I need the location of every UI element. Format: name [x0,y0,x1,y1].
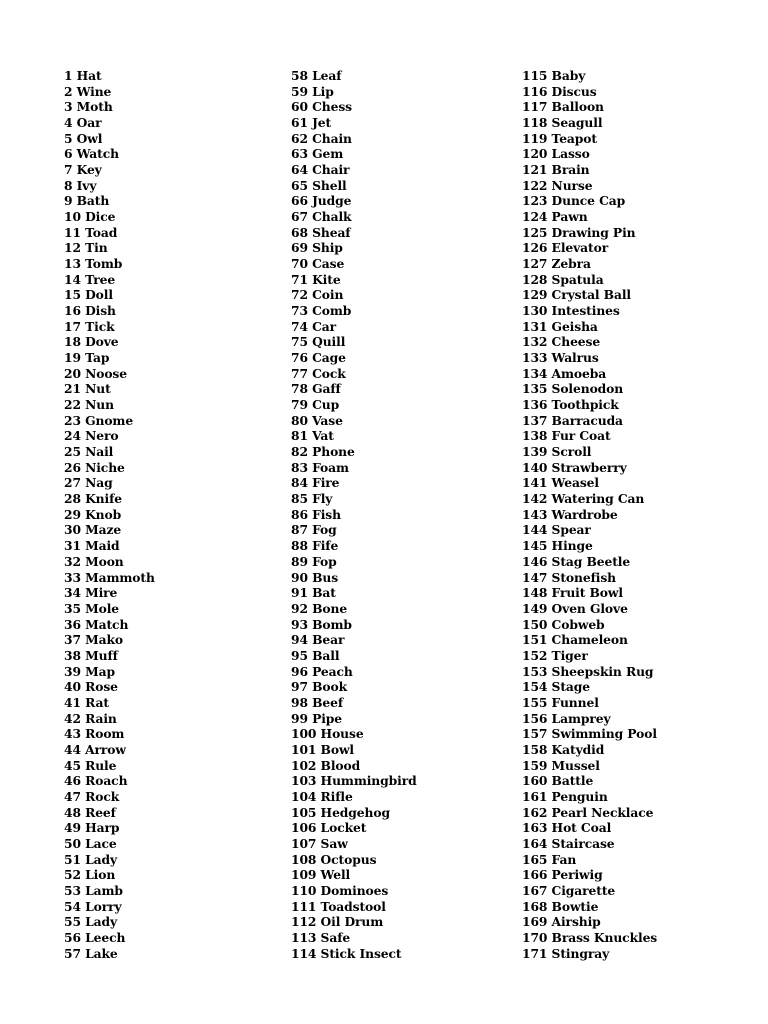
list-item: 131 Geisha [522,318,598,334]
list-item: 27 Nag [64,475,113,491]
list-item: 43 Room [64,726,125,742]
list-item: 24 Nero [64,428,119,444]
list-item: 107 Saw [291,835,348,851]
list-item: 8 Ivy [64,177,97,193]
list-item: 141 Weasel [522,475,599,491]
list-item: 130 Intestines [522,303,620,319]
list-item: 40 Rose [64,679,118,695]
list-item: 117 Balloon [522,99,604,115]
list-item: 152 Tiger [522,647,588,663]
list-item: 159 Mussel [522,757,600,773]
list-item: 122 Nurse [522,177,593,193]
list-item: 26 Niche [64,459,125,475]
list-item: 151 Chameleon [522,632,628,648]
list-item: 116 Discus [522,83,597,99]
list-item: 108 Octopus [291,851,377,867]
list-item: 38 Muff [64,647,118,663]
list-item: 85 Fly [291,491,333,507]
list-item: 35 Mole [64,600,120,616]
list-item: 62 Chain [291,130,352,146]
list-item: 135 Solenodon [522,381,624,397]
list-item: 167 Cigarette [522,882,616,898]
list-item: 28 Knife [64,491,123,507]
list-item: 5 Owl [64,130,103,146]
list-item: 15 Doll [64,287,113,303]
list-item: 139 Scroll [522,444,592,460]
list-item: 34 Mire [64,585,118,601]
list-item: 65 Shell [291,177,347,193]
list-item: 17 Tick [64,318,115,334]
list-item: 76 Cage [291,350,346,366]
list-item: 9 Bath [64,193,110,209]
list-item: 10 Dice [64,209,116,225]
list-item: 59 Lip [291,83,334,99]
list-item: 18 Dove [64,334,119,350]
list-item: 118 Seagull [522,115,603,131]
list-item: 94 Bear [291,632,345,648]
list-item: 150 Cobweb [522,616,605,632]
list-item: 29 Knob [64,506,122,522]
list-item: 140 Strawberry [522,459,627,475]
list-item: 88 Fife [291,538,339,554]
list-item: 124 Pawn [522,209,588,225]
list-item: 6 Watch [64,146,119,162]
list-item: 19 Tap [64,350,110,366]
list-item: 53 Lamb [64,882,123,898]
list-item: 83 Foam [291,459,349,475]
list-item: 7 Key [64,162,102,178]
list-item: 143 Wardrobe [522,506,618,522]
list-item: 21 Nut [64,381,111,397]
list-item: 41 Rat [64,694,109,710]
list-item: 56 Leech [64,929,126,945]
list-item: 98 Beef [291,694,344,710]
list-item: 109 Well [291,867,351,883]
list-item: 125 Drawing Pin [522,224,636,240]
list-item: 120 Lasso [522,146,590,162]
list-item: 61 Jet [291,115,332,131]
list-item: 164 Staircase [522,835,615,851]
list-item: 168 Bowtie [522,898,599,914]
list-item: 57 Lake [64,945,118,961]
list-item: 160 Battle [522,773,594,789]
list-item: 137 Barracuda [522,412,623,428]
list-item: 111 Toadstool [291,898,386,914]
list-item: 46 Roach [64,773,128,789]
list-item: 49 Harp [64,820,120,836]
list-item: 55 Lady [64,914,118,930]
list-item: 80 Vase [291,412,343,428]
list-item: 105 Hedgehog [291,804,390,820]
list-item: 72 Coin [291,287,344,303]
list-item: 11 Toad [64,224,118,240]
list-item: 123 Dunce Cap [522,193,626,209]
list-item: 163 Hot Coal [522,820,612,836]
list-item: 144 Spear [522,522,591,538]
list-item: 112 Oil Drum [291,914,384,930]
list-item: 92 Bone [291,600,348,616]
list-item: 121 Brain [522,162,590,178]
list-item: 114 Stick Insect [291,945,402,961]
list-item: 70 Case [291,256,345,272]
list-item: 90 Bus [291,569,339,585]
list-item: 31 Maid [64,538,120,554]
list-item: 48 Reef [64,804,116,820]
list-item: 45 Rule [64,757,117,773]
word-list-column-3 [522,68,657,961]
list-item: 33 Mammoth [64,569,155,585]
list-item: 3 Moth [64,99,113,115]
list-item: 68 Sheaf [291,224,351,240]
list-item: 78 Gaff [291,381,341,397]
list-item: 132 Cheese [522,334,601,350]
list-item: 171 Stingray [522,945,610,961]
list-item: 136 Toothpick [522,397,619,413]
list-item: 93 Bomb [291,616,352,632]
list-item: 95 Ball [291,647,340,663]
list-item: 154 Stage [522,679,590,695]
list-item: 42 Rain [64,710,117,726]
list-item: 148 Fruit Bowl [522,585,623,601]
list-item: 73 Comb [291,303,352,319]
list-item: 44 Arrow [64,741,126,757]
list-item: 147 Stonefish [522,569,617,585]
list-item: 86 Fish [291,506,341,522]
word-list-column-2 [291,68,417,961]
list-item: 155 Funnel [522,694,599,710]
list-item: 146 Stag Beetle [522,553,631,569]
list-item: 51 Lady [64,851,118,867]
list-item: 16 Dish [64,303,116,319]
list-item: 52 Lion [64,867,116,883]
list-item: 23 Gnome [64,412,134,428]
list-item: 47 Rock [64,788,120,804]
list-item: 60 Chess [291,99,352,115]
list-item: 134 Amoeba [522,365,607,381]
list-item: 162 Pearl Necklace [522,804,654,820]
list-item: 104 Rifle [291,788,353,804]
list-item: 20 Noose [64,365,127,381]
list-item: 87 Fog [291,522,337,538]
list-item: 110 Dominoes [291,882,389,898]
list-item: 149 Oven Glove [522,600,628,616]
list-item: 127 Zebra [522,256,591,272]
list-item: 50 Lace [64,835,117,851]
list-item: 64 Chair [291,162,350,178]
list-item: 77 Cock [291,365,346,381]
list-item: 97 Book [291,679,348,695]
list-item: 25 Nail [64,444,114,460]
list-item: 102 Blood [291,757,361,773]
list-item: 100 House [291,726,364,742]
list-item: 161 Penguin [522,788,608,804]
list-item: 13 Tomb [64,256,123,272]
list-item: 156 Lamprey [522,710,611,726]
list-item: 138 Fur Coat [522,428,611,444]
list-item: 54 Lorry [64,898,122,914]
list-item: 36 Match [64,616,129,632]
list-item: 58 Leaf [291,68,342,83]
list-item: 128 Spatula [522,271,604,287]
list-item: 22 Nun [64,397,114,413]
list-item: 169 Airship [522,914,601,930]
list-item: 126 Elevator [522,240,609,256]
list-item: 2 Wine [64,83,112,99]
list-item: 39 Map [64,663,115,679]
list-item: 103 Hummingbird [291,773,417,789]
list-item: 99 Pipe [291,710,343,726]
list-item: 101 Bowl [291,741,355,757]
list-item: 157 Swimming Pool [522,726,657,742]
list-item: 82 Phone [291,444,355,460]
list-item: 69 Ship [291,240,343,256]
list-item: 1 Hat [64,68,102,83]
list-item: 158 Katydid [522,741,605,757]
list-item: 4 Oar [64,115,102,131]
list-item: 91 Bat [291,585,336,601]
list-item: 133 Walrus [522,350,599,366]
list-item: 142 Watering Can [522,491,645,507]
list-item: 30 Maze [64,522,122,538]
list-item: 96 Peach [291,663,353,679]
list-item: 170 Brass Knuckles [522,929,658,945]
list-item: 67 Chalk [291,209,352,225]
list-item: 145 Hinge [522,538,593,554]
list-item: 14 Tree [64,271,116,287]
list-item: 119 Teapot [522,130,597,146]
list-item: 84 Fire [291,475,340,491]
list-item: 153 Sheepskin Rug [522,663,654,679]
list-item: 79 Cup [291,397,340,413]
list-item: 74 Car [291,318,337,334]
list-item: 106 Locket [291,820,367,836]
list-item: 89 Fop [291,553,337,569]
list-item: 75 Quill [291,334,346,350]
list-item: 166 Periwig [522,867,603,883]
list-item: 32 Moon [64,553,124,569]
word-list-column-1 [64,68,155,961]
list-item: 71 Kite [291,271,341,287]
list-item: 129 Crystal Ball [522,287,631,303]
list-item: 81 Vat [291,428,334,444]
list-item: 165 Fan [522,851,577,867]
list-item: 63 Gem [291,146,344,162]
list-item: 37 Mako [64,632,123,648]
list-item: 115 Baby [522,68,586,83]
list-item: 12 Tin [64,240,108,256]
list-item: 66 Judge [291,193,352,209]
list-item: 113 Safe [291,929,351,945]
